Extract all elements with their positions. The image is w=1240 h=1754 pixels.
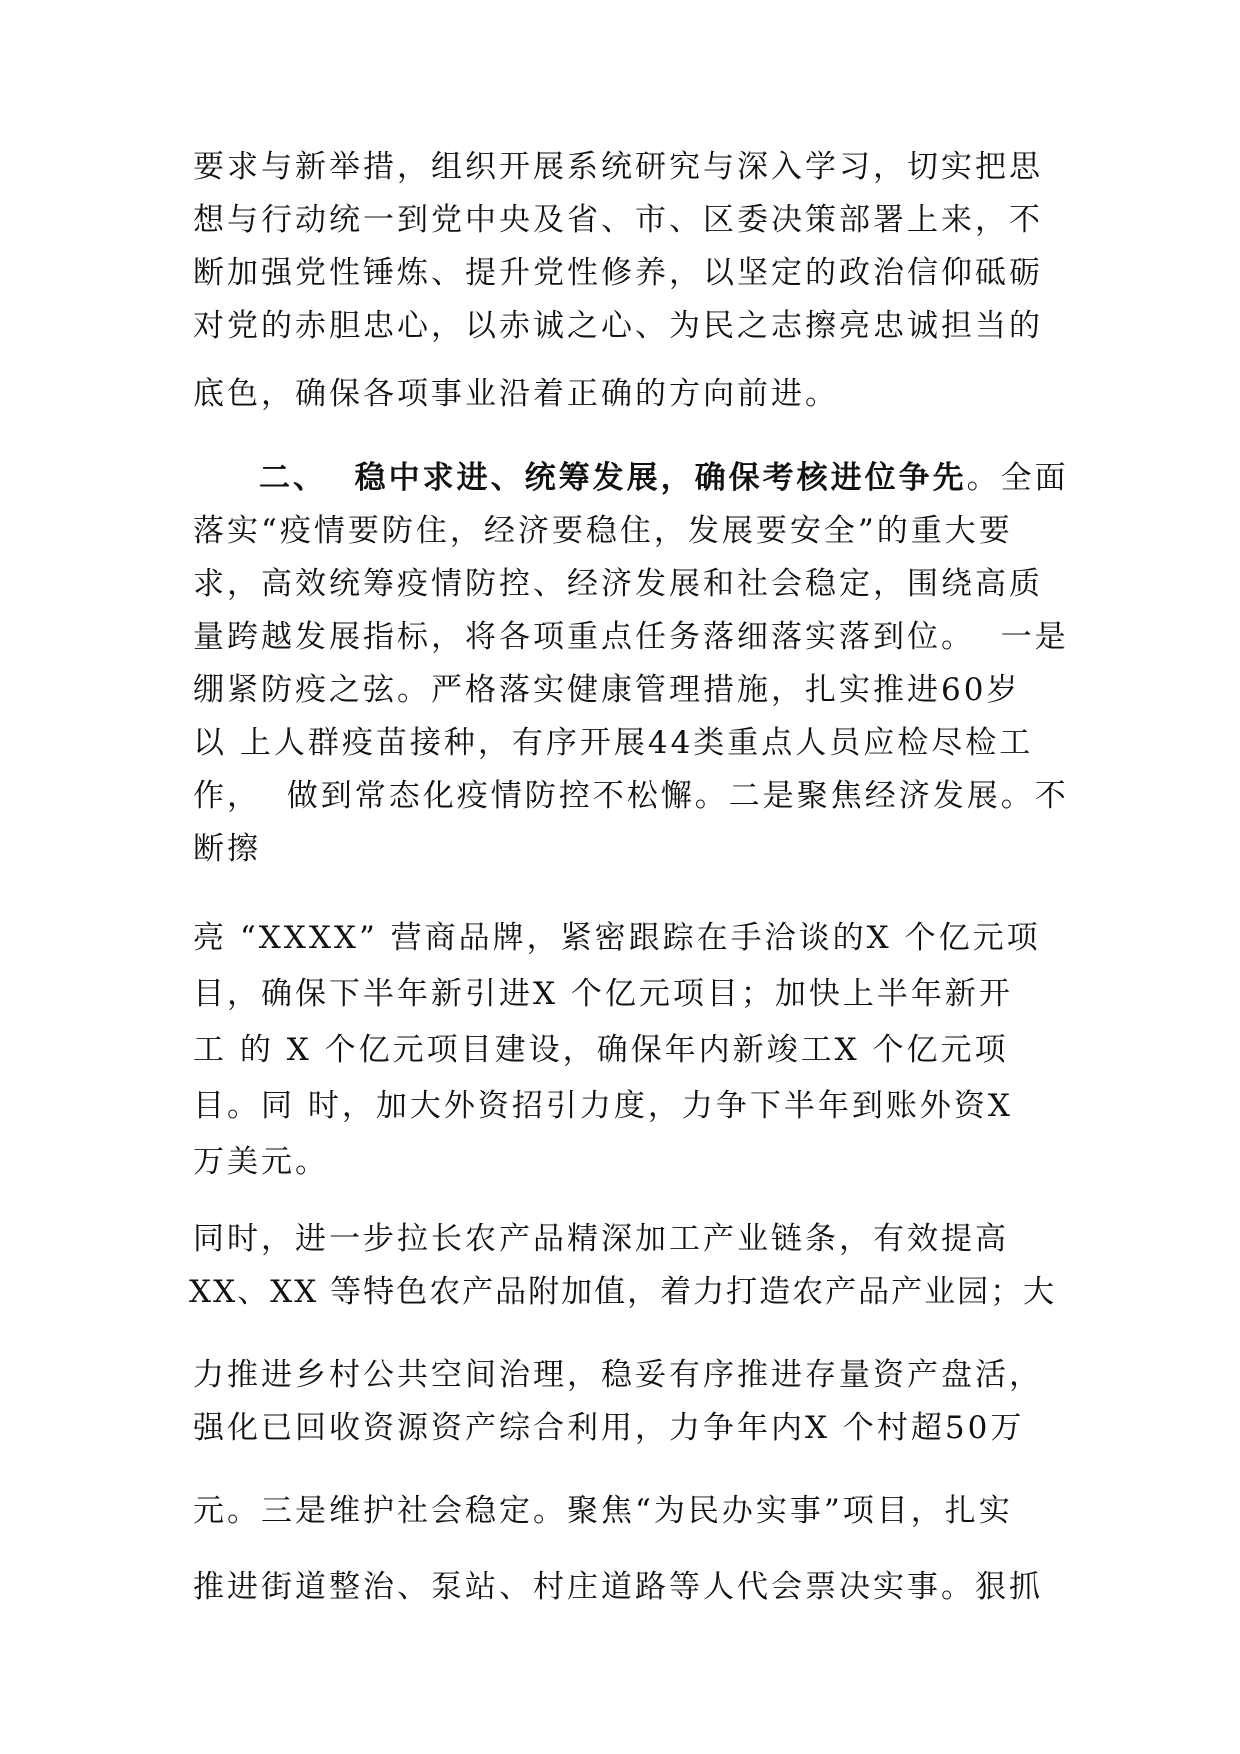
- text-line: 想与行动统一到党中央及省、市、区委决策部署上来，不: [193, 202, 1043, 238]
- text-line: 目，确保下半年新引进X 个亿元项目；加快上半年新开: [193, 976, 1013, 1012]
- text-line: 万美元。: [193, 1144, 329, 1180]
- text-line: 力推进乡村公共空间治理，稳妥有序推进存量资产盘活，: [193, 1357, 1043, 1393]
- text-line: 断擦: [193, 831, 261, 867]
- section-heading-tail: 。全面: [966, 460, 1069, 496]
- text-line: 求，高效统筹疫情防控、经济发展和社会稳定，围绕高质: [193, 566, 1043, 602]
- section-heading: 二、 稳中求进、统筹发展，确保考核进位争先: [259, 460, 967, 496]
- text-line: 要求与新举措，组织开展系统研究与深入学习，切实把思: [193, 149, 1043, 185]
- text-line: 绷紧防疫之弦。严格落实健康管理措施，扎实推进60岁: [193, 672, 1021, 708]
- text-line: 量跨越发展指标，将各项重点任务落细落实落到位。 一是: [193, 619, 1069, 655]
- text-line: 以 上人群疫苗接种，有序开展44类重点人员应检尽检工: [193, 725, 1034, 761]
- text-line: 工 的 X 个亿元项目建设，确保年内新竣工X 个亿元项: [193, 1032, 1009, 1068]
- text-line: 作， 做到常态化疫情防控不松懈。二是聚焦经济发展。不: [193, 778, 1069, 814]
- text-line: 底色，确保各项事业沿着正确的方向前进。: [193, 376, 839, 412]
- text-line: 落实“疫情要防住，经济要稳住，发展要安全”的重大要: [193, 513, 1013, 549]
- text-line: 推进街道整治、泵站、村庄道路等人代会票决实事。狠抓: [193, 1569, 1043, 1605]
- section-heading-line: [259, 458, 1069, 498]
- text-line: 断加强党性锤炼、提升党性修养，以坚定的政治信仰砥砺: [193, 255, 1043, 291]
- text-line: 目。同 时，加大外资招引力度，力争下半年到账外资X: [193, 1088, 1013, 1124]
- text-line: 同时，进一步拉长农产品精深加工产业链条，有效提高: [193, 1221, 1009, 1257]
- text-line: 强化已回收资源资产综合利用，力争年内X 个村超50万: [193, 1410, 1025, 1446]
- text-line: 对党的赤胆忠心，以赤诚之心、为民之志擦亮忠诚担当的: [193, 308, 1043, 344]
- text-line: 元。三是维护社会稳定。聚焦“为民办实事”项目，扎实: [193, 1493, 1013, 1529]
- text-line: 亮 “XXXX” 营商品牌，紧密跟踪在手洽谈的X 个亿元项: [193, 920, 1041, 956]
- text-line: XX、XX 等特色农产品附加值，着力打造农产品产业园；大: [189, 1274, 1057, 1310]
